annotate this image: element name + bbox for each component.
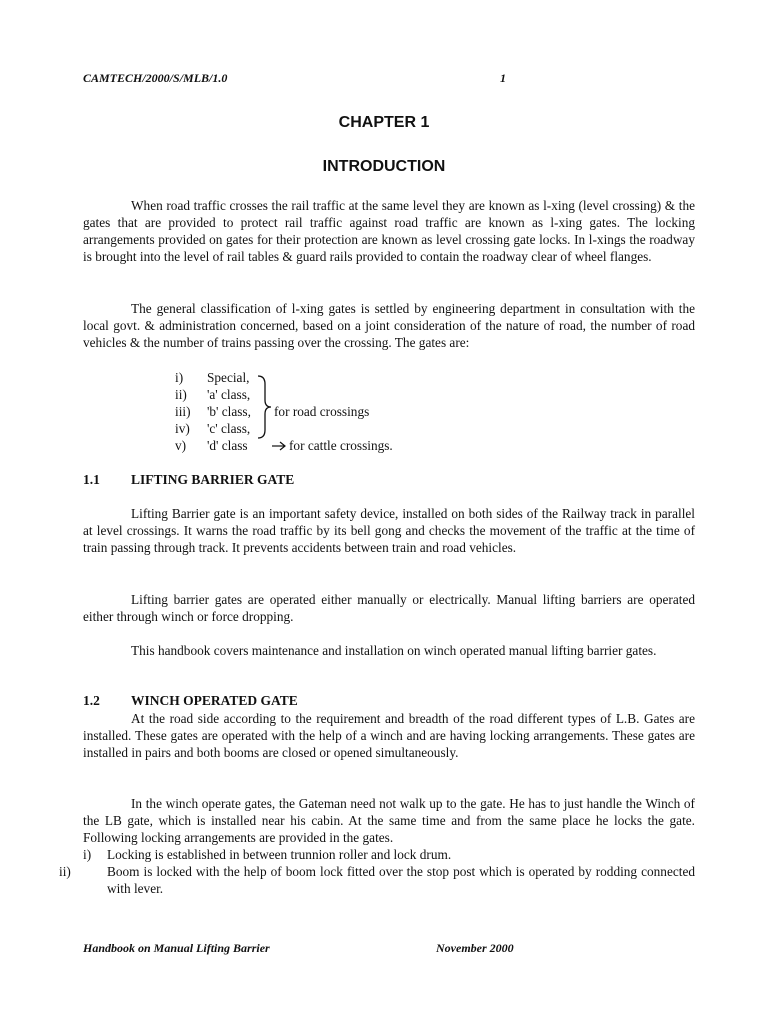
- class-item: i) Special,: [175, 370, 250, 385]
- class-item: v) 'd' class: [175, 438, 248, 453]
- footer-date: November 2000: [436, 941, 514, 955]
- intro-paragraph-1: When road traffic crosses the rail traffic at the same level they are known as l-xing (level crossing) & the gates that are provided to protect rail traffic against road traffic are known as l-xing gates. The locking arrangements provided on gates for their protection are known as level crossing gate locks. In l-xings the roadway is brought into the level of rail tables & guard rails provided to contain the roadway clear of wheel flanges.: [83, 198, 695, 264]
- class-item: iv) 'c' class,: [175, 421, 251, 436]
- list-item: ii) Boom is locked with the help of boom lock fitted over the stop post which is operated by rodding connected with lever.: [59, 864, 695, 896]
- section-1-2-paragraph-2: In the winch operate gates, the Gateman need not walk up to the gate. He has to just handle the Winch of the LB gate, which is installed near his cabin. At the same time and from the same place he locks the gate. Following locking arrangements are provided in the gates.: [83, 796, 695, 845]
- page-number: 1: [500, 71, 506, 85]
- class-item: iii) 'b' class,: [175, 404, 251, 419]
- section-1-1-paragraph-3: This handbook covers maintenance and installation on winch operated manual lifting barrier gates.: [131, 643, 657, 658]
- footer-title: Handbook on Manual Lifting Barrier: [83, 941, 270, 955]
- section-1-1-paragraph-2: Lifting barrier gates are operated either manually or electrically. Manual lifting barriers are operated either through winch or force dropping.: [83, 592, 695, 624]
- right-brace-icon: [254, 374, 276, 440]
- class-item: ii) 'a' class,: [175, 387, 251, 402]
- cattle-crossings-label: for cattle crossings.: [289, 438, 393, 453]
- intro-paragraph-2: The general classification of l-xing gates is settled by engineering department in consultation with the local govt. & administration concerned, based on a joint consideration of the nature of road, the number of road vehicles & the number of trains passing over the crossing. The gates are:: [83, 301, 695, 350]
- right-arrow-icon: [271, 440, 287, 452]
- section-1-2-paragraph-1: At the road side according to the requirement and breadth of the road different types of L.B. Gates are installed. These gates are operated with the help of a winch and are having locking arrangements. These gates are installed in pairs and both booms are closed or opened simultaneously.: [83, 711, 695, 760]
- road-crossings-label: for road crossings: [274, 404, 370, 419]
- section-heading-1-1: 1.1 LIFTING BARRIER GATE: [83, 472, 295, 487]
- section-heading-1-2: 1.2 WINCH OPERATED GATE: [83, 693, 298, 708]
- list-item: i) Locking is established in between trunnion roller and lock drum.: [83, 847, 452, 862]
- doc-code: CAMTECH/2000/S/MLB/1.0: [83, 71, 228, 85]
- chapter-label: CHAPTER 1: [338, 114, 430, 131]
- chapter-title: INTRODUCTION: [322, 158, 446, 175]
- section-1-1-paragraph-1: Lifting Barrier gate is an important safety device, installed on both sides of the Railway track in parallel at level crossings. It warns the road traffic by its bell gong and checks the movement of the traffic at the time of train passing through track. It prevents accidents between train and road vehicles.: [83, 506, 695, 555]
